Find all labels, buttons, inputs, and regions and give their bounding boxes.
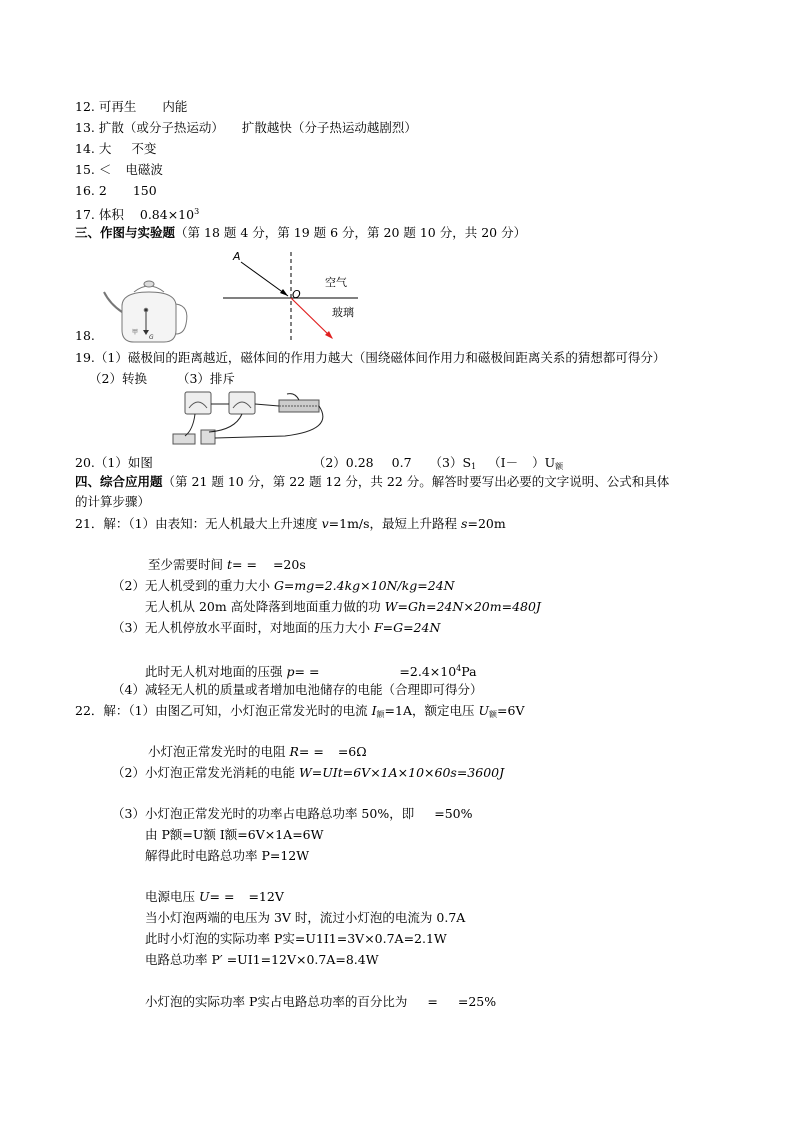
svg-text:A: A — [233, 250, 241, 263]
answer-20: 20.（1）如图 （2）0.28 0.7 $(3)S_1$ $(I- )U_额$ — [75, 455, 564, 471]
section-3-description: （第 18 题 4 分，第 19 题 6 分，第 20 题 10 分，共 20 分） — [175, 225, 527, 240]
svg-text:G: G — [149, 334, 154, 341]
q22-line-9: 此时小灯泡的实际功率 P实=U1I1=3V×0.7A=2.1W — [145, 931, 447, 946]
q20-circuit-figure — [165, 390, 345, 452]
section-4-heading — [75, 474, 669, 490]
svg-text:空气: 空气 — [325, 276, 347, 289]
q22-line-6: 解得此时电路总功率 P=12W — [145, 848, 310, 863]
section-4-description-cont: 的计算步骤） — [75, 494, 151, 509]
section-3-heading — [75, 225, 526, 241]
svg-text:玻璃: 玻璃 — [332, 306, 354, 319]
section-4-title: 四、综合应用题 — [75, 474, 163, 489]
answer-17: 17. 体积 $0.84\times 10^3$ — [75, 207, 200, 222]
ammeter-icon — [185, 392, 211, 414]
answer-13: 13. 扩散（或分子热运动） 扩散越快（分子热运动越剧烈） — [75, 120, 417, 135]
q21-line-2: 至少需要时间 t= = =20s — [148, 557, 306, 572]
q21-line-5: （3）无人机停放水平面时，对地面的压力大小 F=G=24N — [112, 620, 441, 635]
section-4-description: （第 21 题 10 分，第 22 题 12 分，共 22 分。解答时要写出必要的文字说明、公式和具体 — [162, 474, 670, 489]
q22-line-3: （2）小灯泡正常发光消耗的电能 W=UIt=6V×1A×10×60s=3600J — [112, 765, 505, 780]
answer-12: 12. 可再生 内能 — [75, 99, 188, 114]
q22-line-2: 小灯泡正常发光时的电阻 R= = =6Ω — [148, 744, 367, 759]
q21-line-1: 21．解：（1）由表知：无人机最大上升速度 v=1m/s，最短上升路程 s=20m — [75, 516, 506, 531]
answer-16: 16. 2 150 — [75, 183, 157, 198]
q21-line-7: （4）减轻无人机的质量或者增加电池储存的电能（合理即可得分） — [112, 682, 483, 697]
svg-text:甲: 甲 — [132, 329, 139, 336]
switch-icon — [173, 434, 195, 444]
q22-line-7: 电源电压 U= = =12V — [145, 889, 284, 904]
q22-line-11: 小灯泡的实际功率 P实占电路总功率的百分比为 = =25% — [145, 994, 497, 1009]
answer-19-line-2: （2）转换 （3）排斥 — [89, 371, 235, 386]
kettle-figure — [104, 281, 187, 342]
q22-line-10: 电路总功率 P′ =UI1=12V×0.7A=8.4W — [145, 952, 379, 967]
section-3-title: 三、作图与实验题 — [75, 225, 176, 240]
q22-line-5: 由 P额=U额 I额=6V×1A=6W — [145, 827, 324, 842]
q21-line-4: 无人机从 20m 高处降落到地面重力做的功 W=Gh=24N×20m=480J — [145, 599, 541, 614]
q22-line-1: 22．解：（1）由图乙可知，小灯泡正常发光时的电流 $I_额=1A$，额定电压 $U_额=6V$ — [75, 703, 525, 719]
answer-14: 14. 大 不变 — [75, 141, 157, 156]
refraction-figure — [223, 250, 358, 342]
answer-19-line-1: 19.（1）磁极间的距离越近，磁体间的作用力越大（围绕磁体间作用力和磁极间距离关系的猜想都可得分） — [75, 350, 666, 365]
voltmeter-icon — [229, 392, 255, 414]
q21-line-6: 此时无人机对地面的压强 $p= = =2.4\times 10^4Pa$ — [145, 664, 477, 679]
q21-line-3: （2）无人机受到的重力大小 G=mg=2.4kg×10N/kg=24N — [112, 578, 455, 593]
q22-line-8: 当小灯泡两端的电压为 3V 时，流过小灯泡的电流为 0.7A — [145, 910, 466, 925]
answer-15: 15. ＜ 电磁波 — [75, 162, 163, 177]
q18-figures — [100, 248, 370, 343]
svg-text:O: O — [292, 288, 301, 301]
answer-18-number: 18. — [75, 328, 95, 343]
q22-line-4: （3）小灯泡正常发光时的功率占电路总功率 50%，即 =50% — [112, 806, 473, 821]
